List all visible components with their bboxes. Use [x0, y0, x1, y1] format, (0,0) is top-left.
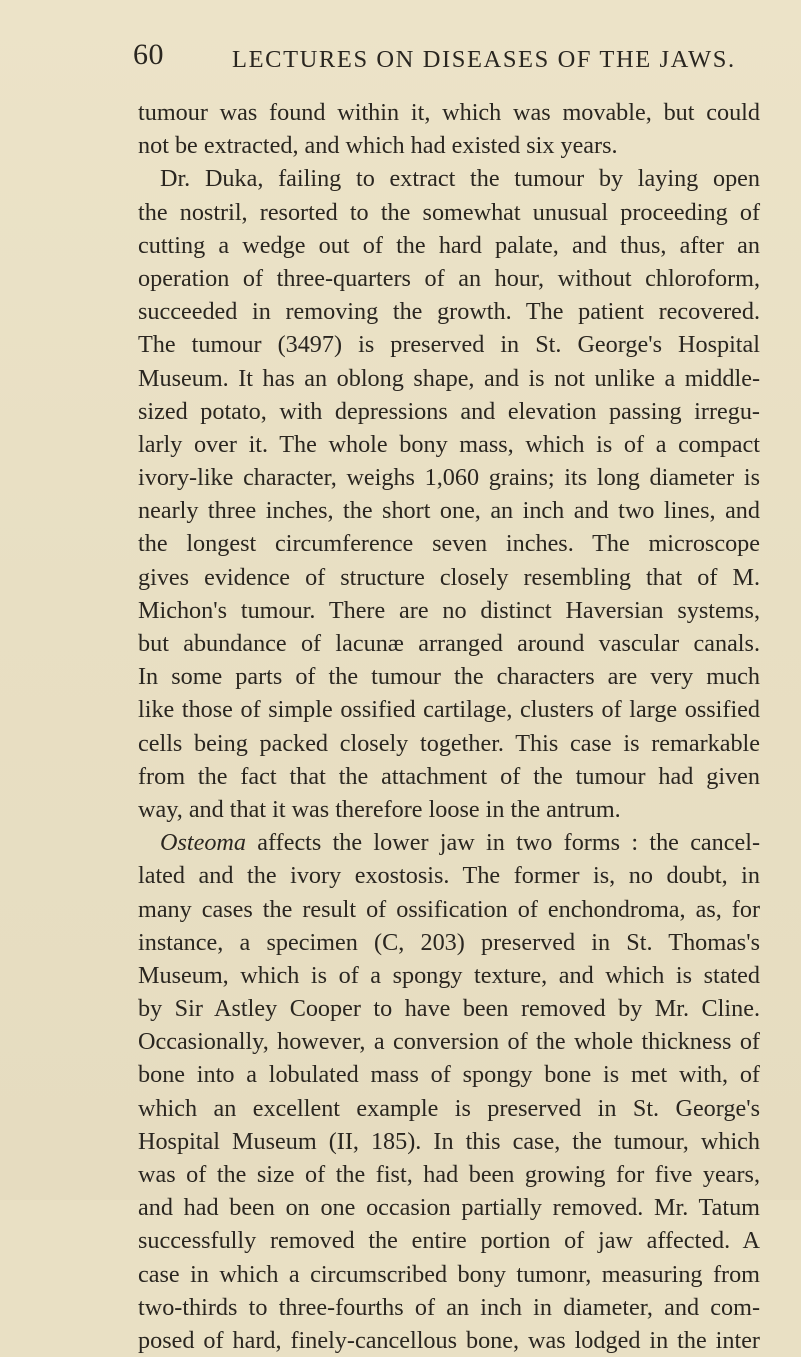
text-line: Dr. Duka, failing to extract the tumour by laying open — [160, 165, 760, 193]
running-head: LECTURES ON DISEASES OF THE JAWS. — [232, 46, 736, 73]
text-line — [138, 826, 760, 859]
text-line: was of the size of the fist, had been growing for five years, — [138, 1161, 760, 1188]
text-line: Michon's tumour. There are no distinct Haversian systems, — [138, 596, 760, 624]
text-line: which an excellent example is preserved in St. George's — [138, 1094, 760, 1122]
text-line: tumour was found within it, which was movable, but could — [138, 99, 760, 126]
text-line: two-thirds to three-fourths of an inch in diameter, and com- — [138, 1293, 760, 1321]
text-line: by Sir Astley Cooper to have been removed by Mr. Cline. — [138, 995, 760, 1023]
text-line: posed of hard, finely-cancellous bone, was lodged in the inter — [138, 1326, 760, 1354]
text-line-rest: affects the lower jaw in two forms : the cancel- — [257, 829, 761, 857]
text-line: instance, a specimen (C, 203) preserved in St. Thomas's — [138, 928, 760, 956]
text-line: the longest circumference seven inches. The microscope — [138, 530, 760, 558]
text-line: larly over it. The whole bony mass, which is of a compact — [138, 430, 760, 458]
text-line: lated and the ivory exostosis. The former is, no doubt, in — [138, 862, 760, 890]
text-line: gives evidence of structure closely resembling that of M. — [138, 563, 760, 591]
page-header — [0, 38, 801, 78]
text-line: the nostril, resorted to the somewhat unusual proceeding of — [138, 198, 760, 226]
text-line: Occasionally, however, a conversion of the whole thickness of — [138, 1028, 760, 1056]
body-text — [138, 96, 760, 1357]
text-line: Museum. It has an oblong shape, and is not unlike a middle- — [138, 364, 760, 392]
text-line: operation of three-quarters of an hour, without chloroform, — [138, 264, 760, 292]
text-line: bone into a lobulated mass of spongy bone is met with, of — [138, 1061, 760, 1089]
text-line: In some parts of the tumour the characters are very much — [138, 663, 760, 691]
text-line: nearly three inches, the short one, an inch and two lines, and — [138, 497, 760, 525]
text-line: from the fact that the attachment of the tumour had given — [138, 762, 760, 790]
text-line: The tumour (3497) is preserved in St. George's Hospital — [138, 331, 760, 359]
text-line: many cases the result of ossification of enchondroma, as, for — [138, 895, 760, 923]
text-line: sized potato, with depressions and elevation passing irregu- — [138, 397, 760, 425]
text-line: cutting a wedge out of the hard palate, and thus, after an — [138, 231, 760, 259]
text-line: cells being packed closely together. This case is remarkable — [138, 729, 760, 757]
italic-term-osteoma: Osteoma — [160, 829, 246, 857]
text-line: Hospital Museum (II, 185). In this case, the tumour, which — [138, 1127, 760, 1155]
text-line: Museum, which is of a spongy texture, and which is stated — [138, 961, 760, 989]
text-line: successfully removed the entire portion of jaw affected. A — [138, 1227, 760, 1255]
page-number: 60 — [133, 38, 164, 71]
text-line: case in which a circumscribed bony tumonr, measuring from — [138, 1260, 760, 1288]
text-line: like those of simple ossified cartilage, clusters of large ossified — [138, 696, 760, 724]
text-line: but abundance of lacunæ arranged around vascular canals. — [138, 630, 760, 657]
text-line: not be extracted, and which had existed six years. — [138, 132, 618, 160]
text-line: way, and that it was therefore loose in the antrum. — [138, 795, 621, 823]
text-line: succeeded in removing the growth. The patient recovered. — [138, 298, 760, 326]
text-line: ivory-like character, weighs 1,060 grains; its long diameter is — [138, 464, 760, 492]
text-line: and had been on one occasion partially removed. Mr. Tatum — [138, 1194, 760, 1222]
